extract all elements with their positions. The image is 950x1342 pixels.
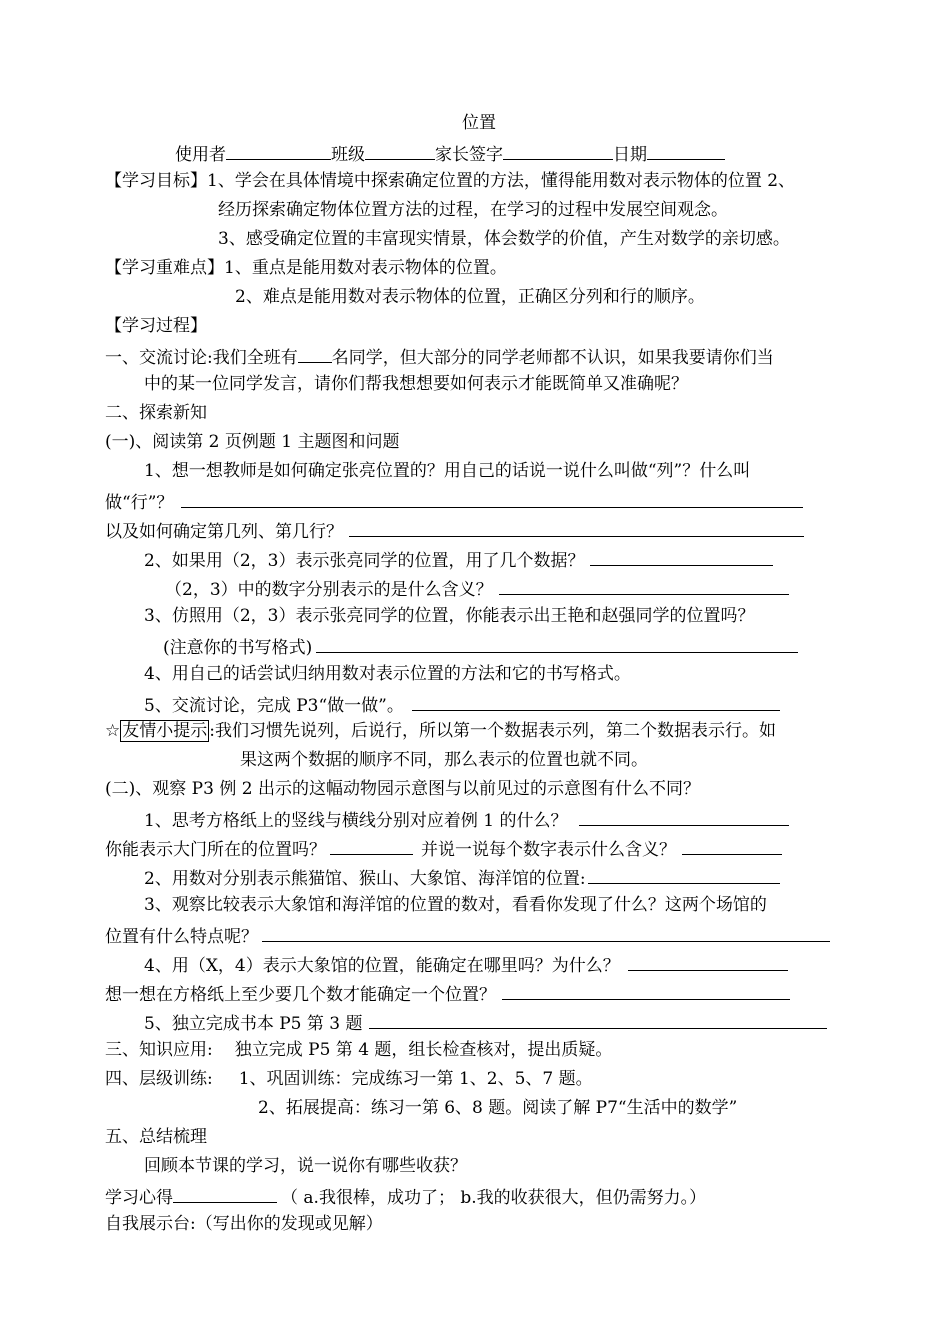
key-point-1: 1、重点是能用数对表示物体的位置。 (224, 258, 507, 278)
key-points-line1 (105, 257, 507, 279)
r4-text-b: 想一想在方格纸上至少要几个数才能确定一个位置？ (105, 985, 496, 1005)
tip-line1 (105, 720, 776, 742)
objective-1: 1、学会在具体情境中探索确定位置的方法，懂得能用数对表示物体的位置 2、 (207, 171, 796, 191)
r5-line (144, 1010, 827, 1035)
q3-answer[interactable] (316, 634, 798, 653)
tip-text-a: :我们习惯先说列，后说行，所以第一个数据表示列，第二个数据表示行。如 (209, 721, 776, 741)
user-label: 使用者 (175, 145, 226, 165)
s5-experience-line (105, 1184, 706, 1209)
r1-line1 (144, 807, 789, 832)
q2-line1 (144, 547, 773, 572)
q1-text-b: 做“行”？ (105, 493, 174, 513)
r4-line2 (105, 981, 790, 1006)
parent-signature-label: 家长签字 (435, 145, 503, 165)
q1-text-c: 以及如何确定第几列、第几行？ (105, 522, 343, 542)
q1-line3 (105, 518, 804, 543)
s5-text: 回顾本节课的学习，说一说你有哪些收获？ (144, 1156, 467, 1176)
date-blank[interactable] (647, 141, 725, 160)
r1-line2 (105, 836, 782, 861)
s5-title: 五、总结梳理 (105, 1127, 207, 1147)
q1-answer-2[interactable] (349, 518, 804, 537)
key-points-label: 【学习重难点】 (105, 258, 224, 278)
s1-text-b: 名同学，但大部分的同学老师都不认识，如果我要请你们当 (331, 348, 774, 368)
q5-line (144, 692, 780, 717)
s4-item-2: 2、拓展提高：练习一第 6、8 题。阅读了解 P7“生活中的数学” (258, 1098, 738, 1118)
q2-line2 (165, 576, 789, 601)
s2-part2-title: (二)、观察 P3 例 2 出示的这幅动物园示意图与以前见过的示意图有什么不同？ (105, 779, 700, 799)
q2-answer-2[interactable] (499, 576, 789, 595)
s1-line2: 中的某一位同学发言，请你们帮我想想要如何表示才能既简单又准确呢？ (144, 374, 688, 394)
r3-line1: 3、观察比较表示大象馆和海洋馆的位置的数对，看看你发现了什么？这两个场馆的 (144, 895, 767, 915)
q1-answer-1[interactable] (181, 489, 803, 508)
s3-label: 三、知识应用: (105, 1040, 213, 1060)
r4-answer-1[interactable] (628, 952, 788, 971)
q3-line2 (163, 634, 798, 659)
user-blank[interactable] (226, 141, 331, 160)
process-label: 【学习过程】 (105, 316, 207, 336)
s1-text-a: 一、交流讨论:我们全班有 (105, 348, 298, 368)
s4-item-1: 1、巩固训练：完成练习一第 1、2、5、7 题。 (238, 1069, 593, 1089)
q3-text-b: (注意你的书写格式) (163, 638, 313, 658)
r4-line1 (144, 952, 788, 977)
q1-line2 (105, 489, 803, 514)
s2-title: 二、探索新知 (105, 403, 207, 423)
r1-answer-2[interactable] (682, 836, 782, 855)
s3-line (105, 1039, 612, 1061)
experience-label: 学习心得 (105, 1188, 173, 1208)
experience-blank[interactable] (173, 1184, 277, 1203)
date-label: 日期 (613, 145, 647, 165)
r2-answer[interactable] (588, 865, 780, 884)
r3-line2 (105, 923, 830, 948)
r2-text: 2、用数对分别表示熊猫馆、猴山、大象馆、海洋馆的位置: (144, 869, 586, 889)
r1-text: 1、思考方格纸上的竖线与横线分别对应着例 1 的什么？ (144, 811, 568, 831)
r2-line (144, 865, 780, 890)
r1-text-b: 你能表示大门所在的位置吗？ (105, 840, 326, 860)
s1-line1 (105, 344, 774, 369)
parent-signature-blank[interactable] (503, 141, 613, 160)
tip-line2: 果这两个数据的顺序不同，那么表示的位置也就不同。 (240, 750, 648, 770)
r5-answer[interactable] (369, 1010, 827, 1029)
s4-label: 四、层级训练: (105, 1069, 213, 1089)
self-showcase: 自我展示台:（写出你的发现或见解） (105, 1214, 383, 1234)
q1-line1: 1、想一想教师是如何确定张亮位置的？用自己的话说一说什么叫做“列”？什么叫 (144, 461, 751, 481)
class-size-blank[interactable] (298, 344, 332, 363)
objectives-line1 (105, 170, 795, 192)
r1-text-c: 并说一说每个数字表示什么含义？ (421, 840, 676, 860)
q2-answer-1[interactable] (590, 547, 773, 566)
objective-2: 经历探索确定物体位置方法的过程，在学习的过程中发展空间观念。 (218, 200, 728, 220)
q5-answer[interactable] (412, 692, 780, 711)
objective-3: 3、感受确定位置的丰富现实情景，体会数学的价值，产生对数学的亲切感。 (218, 229, 790, 249)
class-label: 班级 (331, 145, 365, 165)
tip-label: 友情小提示 (122, 721, 208, 741)
q3-line1: 3、仿照用（2，3）表示张亮同学的位置，你能表示出王艳和赵强同学的位置吗？ (144, 606, 755, 626)
key-point-2: 2、难点是能用数对表示物体的位置，正确区分列和行的顺序。 (235, 287, 705, 307)
q4: 4、用自己的话尝试归纳用数对表示位置的方法和它的书写格式。 (144, 664, 631, 684)
gate-position-blank[interactable] (330, 836, 413, 855)
experience-options: （ a.我很棒，成功了； b.我的收获很大，但仍需努力。） (281, 1188, 707, 1208)
page-title: 位置 (462, 113, 496, 133)
q2-text-b: （2，3）中的数字分别表示的是什么含义？ (165, 580, 493, 600)
s2-part1-title: (一)、阅读第 2 页例题 1 主题图和问题 (105, 432, 400, 452)
r3-answer[interactable] (262, 923, 830, 942)
class-blank[interactable] (365, 141, 435, 160)
r4-answer-2[interactable] (502, 981, 790, 1000)
s3-text: 独立完成 P5 第 4 题，组长检查核对，提出质疑。 (234, 1040, 613, 1060)
header-fields (175, 141, 725, 166)
r1-answer-1[interactable] (579, 807, 789, 826)
objectives-label: 【学习目标】 (105, 171, 207, 191)
q5-text: 5、交流讨论，完成 P3“做一做”。 (144, 696, 404, 716)
q2-text-a: 2、如果用（2，3）表示张亮同学的位置，用了几个数据？ (144, 551, 585, 571)
star-icon: ☆ (105, 721, 121, 741)
r5-text: 5、独立完成书本 P5 第 3 题 (144, 1014, 363, 1034)
s4-line1 (105, 1068, 593, 1090)
r3-text-b: 位置有什么特点呢？ (105, 927, 258, 947)
r4-text-a: 4、用（X，4）表示大象馆的位置，能确定在哪里吗？为什么？ (144, 956, 620, 976)
